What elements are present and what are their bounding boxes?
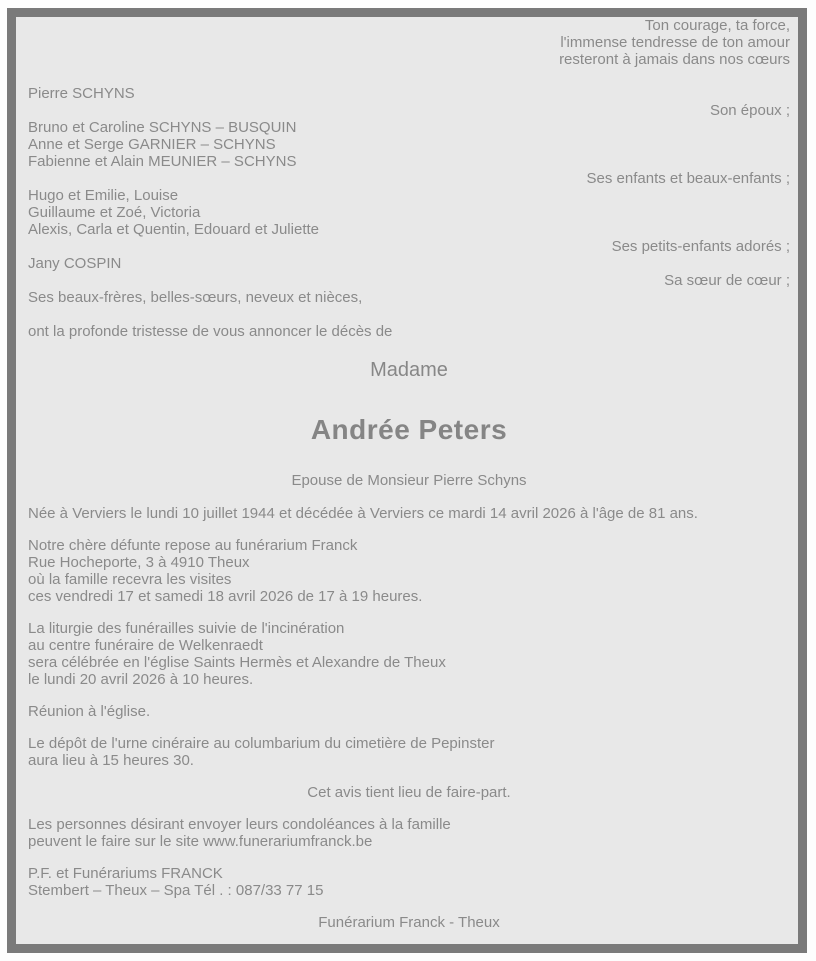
condolence-line: Les personnes désirant envoyer leurs condoléances à la famille <box>28 816 451 833</box>
birth-death-line: Née à Verviers le lundi 10 juillet 1944 et décédée à Verviers ce mardi 14 avril 2026 à l'âge de 81 ans. <box>28 505 698 522</box>
funeral-home-line: P.F. et Funérariums FRANCK <box>28 865 223 882</box>
relation-label: Sa sœur de cœur ; <box>664 272 790 289</box>
notice-paragraph <box>28 784 790 801</box>
family-line: Ses beaux-frères, belles-sœurs, neveux et nièces, <box>28 289 363 306</box>
mourner-name: Anne et Serge GARNIER – SCHYNS <box>28 136 276 153</box>
funeral-home-line: Stembert – Theux – Spa Tél . : 087/33 77 15 <box>28 882 324 899</box>
mourner-name: Pierre SCHYNS <box>28 85 135 102</box>
repose-line: où la famille recevra les visites <box>28 571 232 588</box>
ceremony-line: sera célébrée en l'église Saints Hermès et Alexandre de Theux <box>28 654 446 671</box>
ceremony-paragraph <box>28 620 790 688</box>
repose-line: ces vendredi 17 et samedi 18 avril 2026 de 17 à 19 heures. <box>28 588 423 605</box>
deceased-title: Madame <box>370 359 448 381</box>
spacer <box>28 306 790 323</box>
obituary-card <box>7 8 807 953</box>
footer-line: Funérarium Franck - Theux <box>318 914 500 931</box>
quote-block <box>28 17 790 68</box>
burial-paragraph <box>28 735 790 769</box>
mourners-block <box>28 85 790 306</box>
repose-line: Rue Hocheporte, 3 à 4910 Theux <box>28 554 250 571</box>
mourner-name: Bruno et Caroline SCHYNS – BUSQUIN <box>28 119 297 136</box>
repose-paragraph <box>28 537 790 605</box>
mourner-name: Jany COSPIN <box>28 255 122 272</box>
condolences-paragraph <box>28 816 790 850</box>
quote-line: l'immense tendresse de ton amour <box>560 34 790 51</box>
mourner-name: Guillaume et Zoé, Victoria <box>28 204 201 221</box>
spacer <box>28 68 790 85</box>
burial-line: Le dépôt de l'urne cinéraire au columbarium du cimetière de Pepinster <box>28 735 495 752</box>
mourner-name: Fabienne et Alain MEUNIER – SCHYNS <box>28 153 297 170</box>
mourner-name: Hugo et Emilie, Louise <box>28 187 179 204</box>
notice-line: Cet avis tient lieu de faire-part. <box>307 784 511 801</box>
funeral-home-paragraph <box>28 865 790 899</box>
reunion-line: Réunion à l'église. <box>28 703 151 720</box>
burial-line: aura lieu à 15 heures 30. <box>28 752 194 769</box>
mourner-name: Alexis, Carla et Quentin, Edouard et Juliette <box>28 221 319 238</box>
relation-label: Son époux ; <box>709 102 790 119</box>
quote-line: Ton courage, ta force, <box>644 17 790 34</box>
quote-line: resteront à jamais dans nos cœurs <box>559 51 790 68</box>
ceremony-line: La liturgie des funérailles suivie de l'incinération <box>28 620 345 637</box>
relation-label: Ses enfants et beaux-enfants ; <box>586 170 790 187</box>
deceased-name: Andrée Peters <box>310 414 508 445</box>
deceased-subtitle: Epouse de Monsieur Pierre Schyns <box>291 472 527 489</box>
ceremony-line: au centre funéraire de Welkenraedt <box>28 637 263 654</box>
announcement-line: ont la profonde tristesse de vous annoncer le décès de <box>28 323 393 340</box>
reunion-paragraph <box>28 703 790 720</box>
ceremony-line: le lundi 20 avril 2026 à 10 heures. <box>28 671 254 688</box>
repose-line: Notre chère défunte repose au funérarium Franck <box>28 537 358 554</box>
relation-label: Ses petits-enfants adorés ; <box>611 238 790 255</box>
condolence-line: peuvent le faire sur le site www.funerariumfranck.be <box>28 833 373 850</box>
